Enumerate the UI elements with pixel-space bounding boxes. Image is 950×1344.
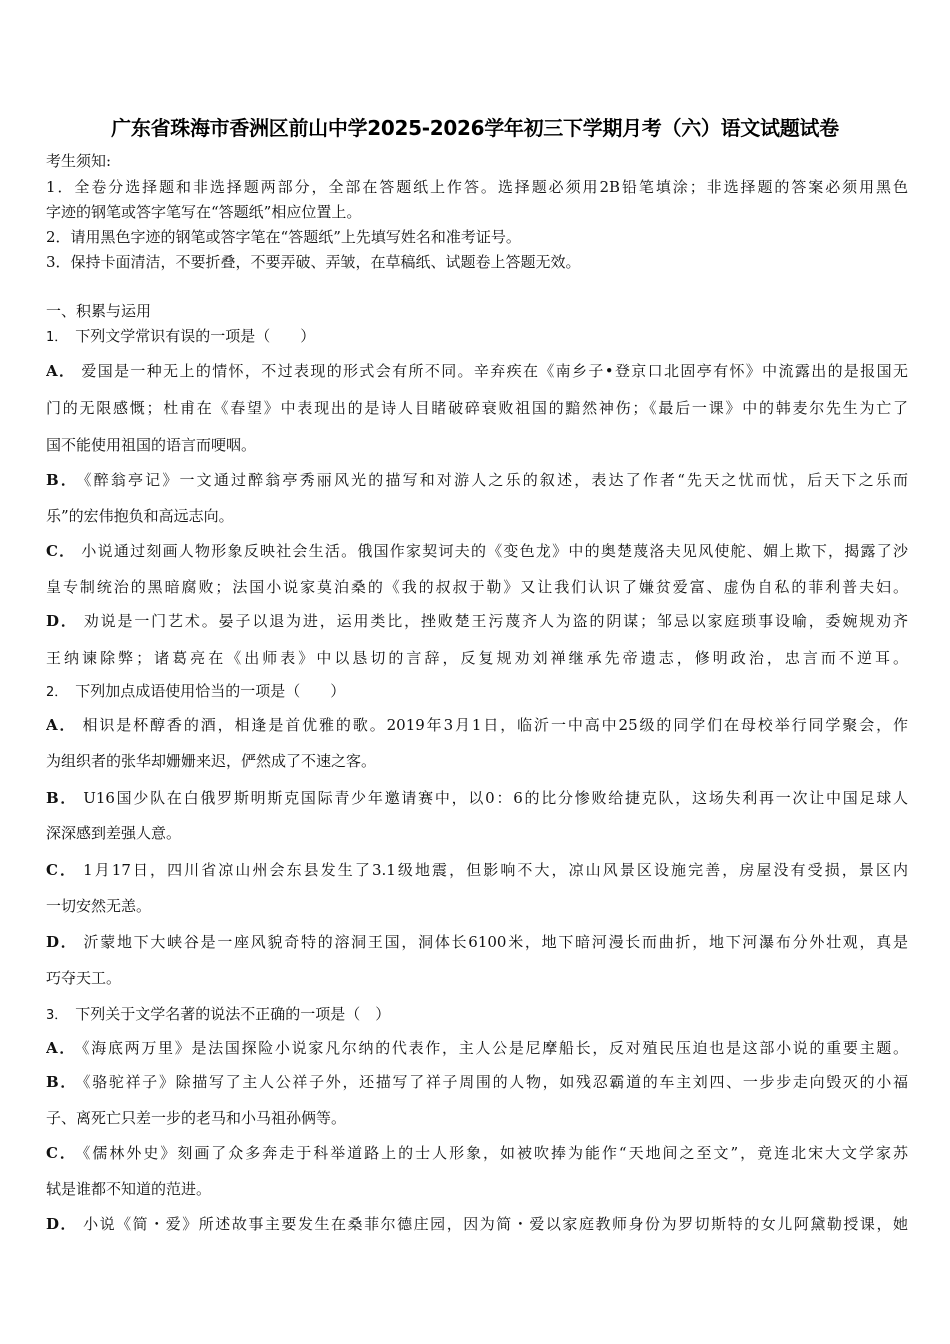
option-text: 沂蒙地下大峡谷是一座风貌奇特的溶洞王国，洞体长6100米，地下暗河漫长而曲折，地下河瀑布分外壮观，真是 xyxy=(83,933,908,951)
question-number: 3． xyxy=(46,1008,68,1023)
q3-option-c xyxy=(46,1142,908,1164)
option-label: A． xyxy=(46,1039,77,1057)
section-heading: 一、积累与运用 xyxy=(46,302,152,320)
notice-item-3: 3．保持卡面清洁，不要折叠，不要弄破、弄皱，在草稿纸、试题卷上答题无效。 xyxy=(46,253,581,271)
q1-option-c xyxy=(46,540,908,562)
question-text: 下列文学常识有误的一项是（ ） xyxy=(75,327,316,345)
notice-heading: 考生须知: xyxy=(46,152,112,170)
q1-option-c-line2: 皇专制统治的黑暗腐败；法国小说家莫泊桑的《我的叔叔于勒》又让我们认识了嫌贫爱富、虚伪自私的菲利普夫妇。 xyxy=(46,578,908,596)
option-text: 1月17日，四川省凉山州会东县发生了3.1级地震，但影响不大，凉山风景区设施完善，房屋没有受损，景区内 xyxy=(83,861,908,879)
q1-option-a-line3: 国不能使用祖国的语言而哽咽。 xyxy=(46,436,257,454)
option-label: D． xyxy=(46,1215,78,1233)
option-text: 相识是杯醇香的酒，相逢是首优雅的歌。2019年3月1日，临沂一中高中25级的同学们在母校举行同学聚会，作 xyxy=(82,716,908,734)
option-label: D． xyxy=(46,612,78,630)
option-label: B． xyxy=(46,471,79,489)
option-text: U16国少队在白俄罗斯明斯克国际青少年邀请赛中，以0：6的比分惨败给捷克队，这场失利再一次让中国足球人 xyxy=(83,789,908,807)
q3-option-b-line2: 子、离死亡只差一步的老马和小马祖孙俩等。 xyxy=(46,1109,347,1127)
option-label: C． xyxy=(46,861,78,879)
q1-option-a-line2: 门的无限感慨；杜甫在《春望》中表现出的是诗人目睹破碎衰败祖国的黯然神伤；《最后一课》中的韩麦尔先生为亡了 xyxy=(46,399,908,417)
q3-option-a xyxy=(46,1037,908,1059)
question-text: 下列加点成语使用恰当的一项是（ ） xyxy=(75,682,346,700)
option-text: 小说通过刻画人物形象反映社会生活。俄国作家契诃夫的《变色龙》中的奥楚蔑洛夫见风使舵、媚上欺下，揭露了沙 xyxy=(81,542,908,560)
option-text: 《海底两万里》是法国探险小说家凡尔纳的代表作，主人公是尼摩船长，反对殖民压迫也是这部小说的重要主题。 xyxy=(82,1039,908,1057)
q3-option-b xyxy=(46,1071,908,1093)
q3-option-d xyxy=(46,1213,908,1235)
notice-item-1: 1．全卷分选择题和非选择题两部分，全部在答题纸上作答。选择题必须用2B铅笔填涂；非选择题的答案必须用黑色 xyxy=(46,178,908,196)
exam-title: 广东省珠海市香洲区前山中学2025-2026学年初三下学期月考（六）语文试题试卷 xyxy=(111,116,839,140)
option-label: A． xyxy=(46,716,77,734)
question-1-stem xyxy=(46,325,908,347)
notice-item-1-cont: 字迹的钢笔或答字笔写在“答题纸”相应位置上。 xyxy=(46,203,362,221)
option-label: B． xyxy=(46,1073,78,1091)
option-text: 劝说是一门艺术。晏子以退为进，运用类比，挫败楚王污蔑齐人为盗的阴谋；邹忌以家庭琐事设喻，委婉规劝齐 xyxy=(83,612,908,630)
option-text: 《醉翁亭记》一文通过醉翁亭秀丽风光的描写和对游人之乐的叙述，表达了作者“先天之忧而忧，后天下之乐而 xyxy=(84,471,908,489)
notice-item-2: 2．请用黑色字迹的钢笔或答字笔在“答题纸”上先填写姓名和准考证号。 xyxy=(46,228,521,246)
question-number: 1． xyxy=(46,330,68,345)
q2-option-d-line2: 巧夺天工。 xyxy=(46,969,122,987)
question-number: 2． xyxy=(46,685,68,700)
question-text: 下列关于文学名著的说法不正确的一项是（ ） xyxy=(75,1005,391,1023)
question-2-stem xyxy=(46,680,908,702)
option-label: A． xyxy=(46,362,76,380)
q2-option-c-line2: 一切安然无恙。 xyxy=(46,897,152,915)
q2-option-a-line2: 为组织者的张华却姗姗来迟，俨然成了不速之客。 xyxy=(46,752,377,770)
option-text: 《儒林外史》刻画了众多奔走于科举道路上的士人形象，如被吹捧为能作“天地间之至文”，竟连北宋大文学家苏 xyxy=(82,1144,908,1162)
option-text: 《骆驼祥子》除描写了主人公祥子外，还描写了祥子周围的人物，如残忍霸道的车主刘四、一步步走向毁灭的小福 xyxy=(83,1073,908,1091)
q1-option-d xyxy=(46,610,908,632)
q3-option-c-line2: 轼是谁都不知道的范进。 xyxy=(46,1180,212,1198)
q2-option-b xyxy=(46,787,908,809)
option-label: C． xyxy=(46,1144,77,1162)
option-label: B． xyxy=(46,789,78,807)
q1-option-b xyxy=(46,469,908,491)
option-label: D． xyxy=(46,933,78,951)
option-text: 爱国是一种无上的情怀，不过表现的形式会有所不同。辛弃疾在《南乡子•登京口北固亭有怀》中流露出的是报国无 xyxy=(81,362,908,380)
q1-option-d-line2: 王纳谏除弊；诸葛亮在《出师表》中以恳切的言辞，反复规劝刘禅继承先帝遗志，修明政治，忠言而不逆耳。 xyxy=(46,649,908,667)
q2-option-d xyxy=(46,931,908,953)
question-3-stem xyxy=(46,1003,908,1025)
q2-option-a xyxy=(46,714,908,736)
option-label: C． xyxy=(46,542,76,560)
q1-option-a xyxy=(46,360,908,382)
q2-option-c xyxy=(46,859,908,881)
q2-option-b-line2: 深深感到差强人意。 xyxy=(46,824,182,842)
option-text: 小说《简・爱》所述故事主要发生在桑菲尔德庄园，因为简・爱以家庭教师身份为罗切斯特的女儿阿黛勒授课，她 xyxy=(83,1215,908,1233)
q1-option-b-line2: 乐”的宏伟抱负和高远志向。 xyxy=(46,507,234,525)
